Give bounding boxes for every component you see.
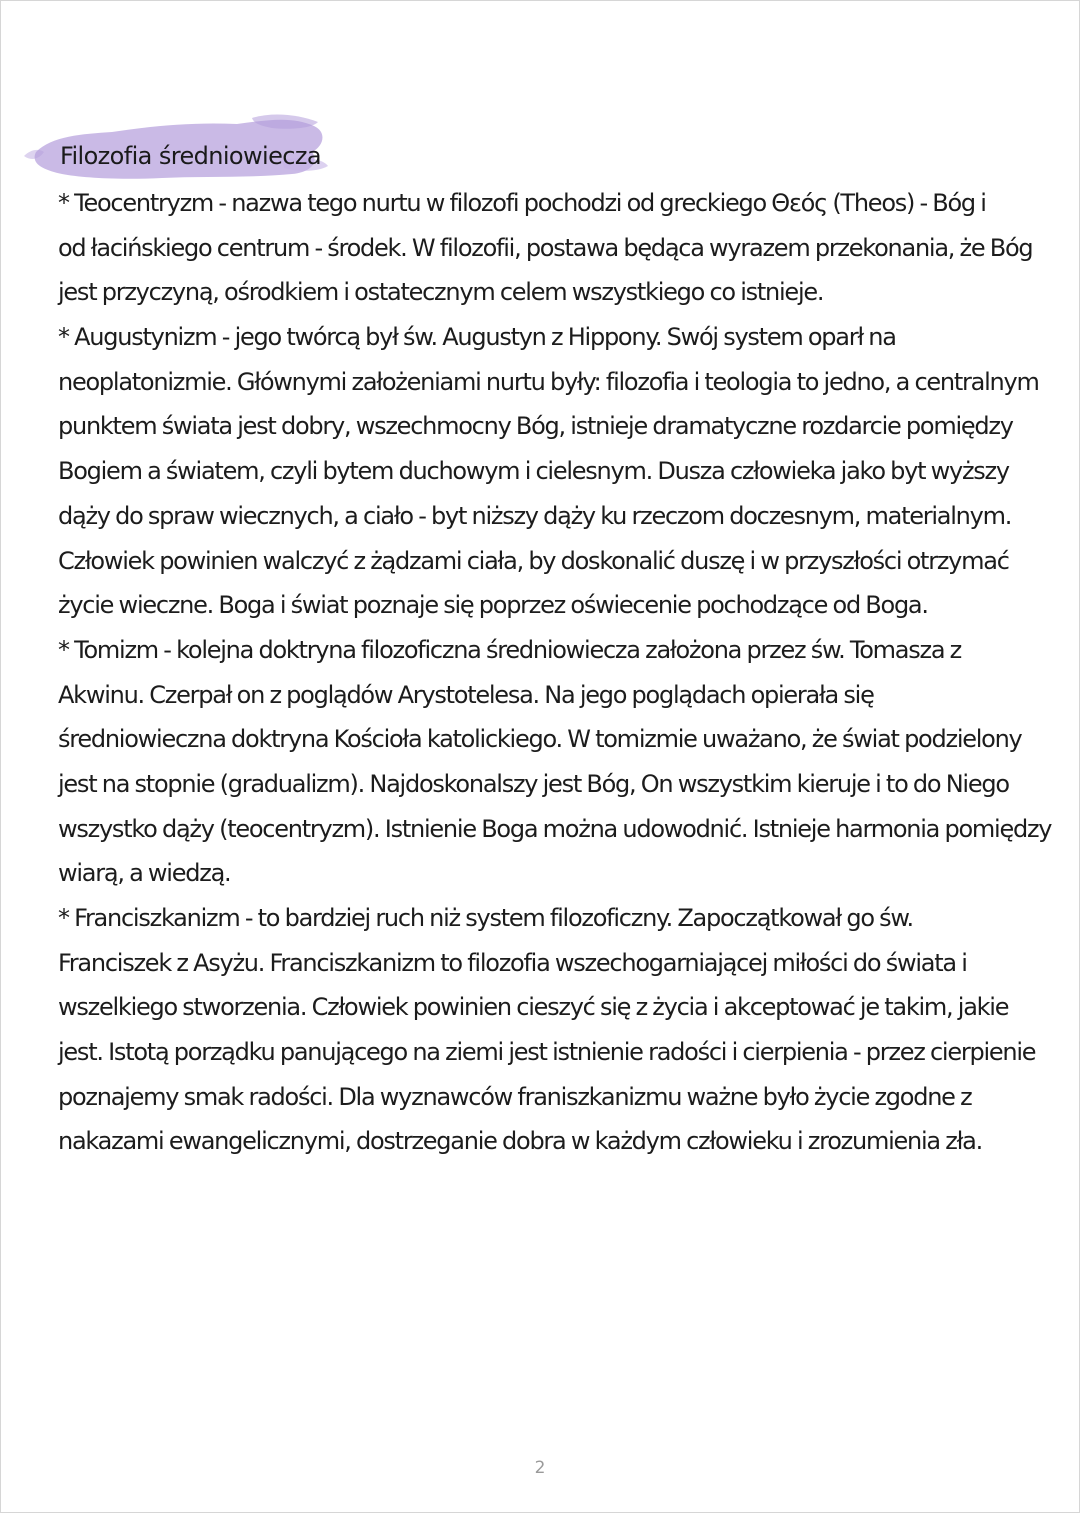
text-line: życie wieczne. Boga i świat poznaje się poprzez oświecenie pochodzące od Boga. bbox=[58, 591, 928, 620]
text-line: nakazami ewangelicznymi, dostrzeganie dobra w każdym człowieku i zrozumienia zła. bbox=[58, 1127, 982, 1156]
text-line: średniowieczna doktryna Kościoła katolickiego. W tomizmie uważano, że świat podzielony bbox=[58, 725, 1022, 754]
text-line: * Tomizm - kolejna doktryna filozoficzna średniowiecza założona przez św. Tomasza z bbox=[58, 635, 962, 664]
text-line: wiarą, a wiedzą. bbox=[58, 859, 231, 888]
text-line: Akwinu. Czerpał on z poglądów Arystotelesa. Na jego poglądach opierała się bbox=[58, 680, 874, 709]
text-line: * Augustynizm - jego twórcą był św. Augustyn z Hippony. Swój system oparł na bbox=[58, 323, 896, 352]
text-line: neoplatonizmie. Głównymi założeniami nurtu były: filozofia i teologia to jedno, a centralnym bbox=[58, 367, 1039, 396]
page-number: 2 bbox=[534, 1458, 546, 1478]
text-line: jest. Istotą porządku panującego na ziemi jest istnienie radości i cierpienia - przez cierpienie bbox=[58, 1038, 1036, 1067]
text-line: * Teocentryzm - nazwa tego nurtu w filozofi pochodzi od greckiego Θεός (Theos) - Bóg i bbox=[58, 189, 986, 217]
text-line: Franciszek z Asyżu. Franciszkanizm to filozofia wszechogarniającej miłości do świata i bbox=[58, 948, 967, 977]
text-line: poznajemy smak radości. Dla wyznawców franiszkanizmu ważne było życie zgodne z bbox=[58, 1082, 972, 1111]
text-line: Bogiem a światem, czyli bytem duchowym i cielesnym. Dusza człowieka jako byt wyższy bbox=[58, 457, 1009, 486]
text-line: dąży do spraw wiecznych, a ciało - byt niższy dąży ku rzeczom doczesnym, materialnym. bbox=[58, 501, 1012, 530]
text-line: * Franciszkanizm - to bardziej ruch niż system filozoficzny. Zapoczątkował go św. bbox=[58, 904, 913, 932]
page-title: Filozofia średniowiecza bbox=[60, 142, 321, 170]
text-line: jest na stopnie (gradualizm). Najdoskonalszy jest Bóg, On wszystkim kieruje i to do Niego bbox=[58, 769, 1009, 798]
text-line: wszystko dąży (teocentryzm). Istnienie Boga można udowodnić. Istnieje harmonia pomiędzy bbox=[58, 814, 1052, 843]
text-line: Człowiek powinien walczyć z żądzami ciała, by doskonalić duszę i w przyszłości otrzymać bbox=[58, 546, 1009, 575]
text-line: wszelkiego stworzenia. Człowiek powinien cieszyć się z życia i akceptować je takim, jakie bbox=[58, 993, 1009, 1022]
text-line: od łacińskiego centrum - środek. W filozofii, postawa będąca wyrazem przekonania, że Bóg bbox=[58, 233, 1033, 262]
text-line: jest przyczyną, ośrodkiem i ostatecznym celem wszystkiego co istnieje. bbox=[58, 278, 824, 307]
document-body bbox=[58, 181, 1052, 1164]
text-line: punktem świata jest dobry, wszechmocny Bóg, istnieje dramatyczne rozdarcie pomiędzy bbox=[58, 412, 1013, 441]
